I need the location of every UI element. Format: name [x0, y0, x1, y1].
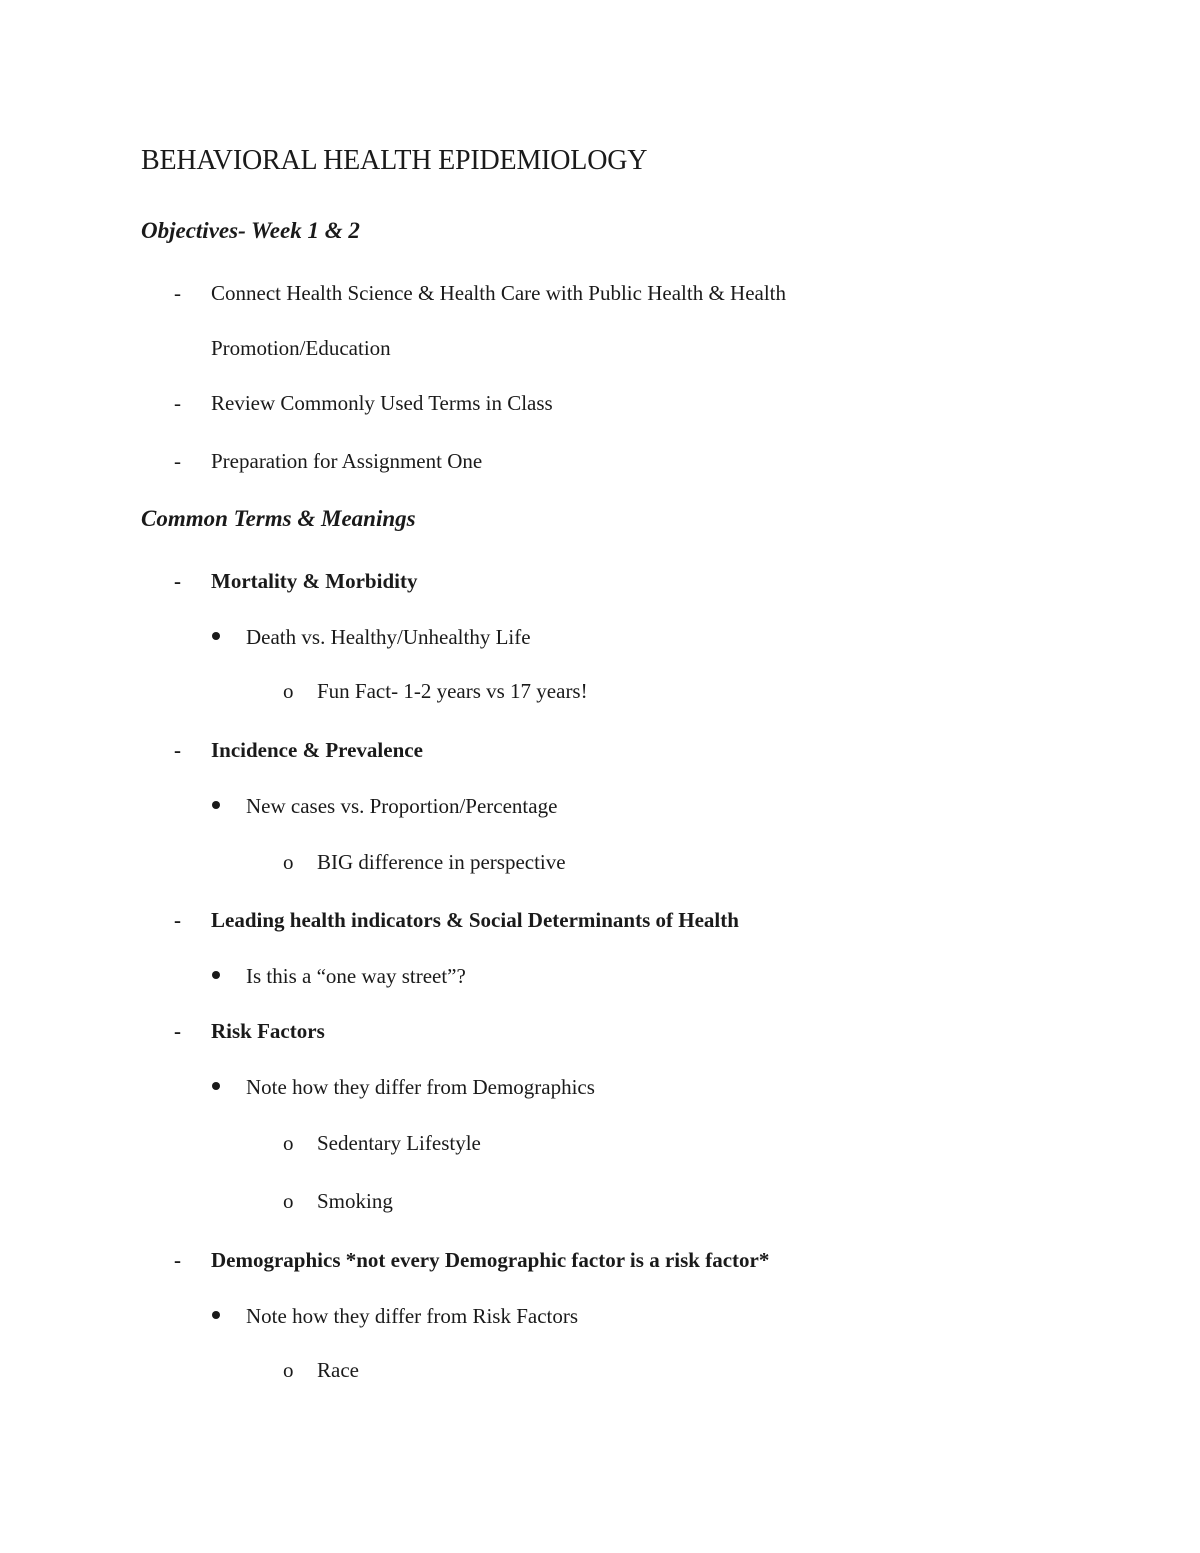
dash-marker: -: [174, 569, 181, 593]
objective-item: Connect Health Science & Health Care with Public Health & Health: [211, 281, 786, 305]
dash-marker: -: [174, 449, 181, 473]
term-subbullet: Fun Fact- 1-2 years vs 17 years!: [317, 679, 588, 703]
term-subbullet: Smoking: [317, 1189, 393, 1213]
objectives-heading: Objectives- Week 1 & 2: [141, 218, 360, 243]
term-heading: Risk Factors: [211, 1019, 325, 1043]
term-subbullet: Sedentary Lifestyle: [317, 1131, 481, 1155]
dash-marker: -: [174, 281, 181, 305]
term-heading: Mortality & Morbidity: [211, 569, 418, 593]
term-subbullet: BIG difference in perspective: [317, 850, 566, 874]
circle-bullet-icon: o: [283, 850, 294, 874]
circle-bullet-icon: o: [283, 1189, 294, 1213]
bullet-icon: [212, 1082, 220, 1090]
circle-bullet-icon: o: [283, 1358, 294, 1382]
term-bullet: Note how they differ from Demographics: [246, 1075, 595, 1099]
objective-item-continuation: Promotion/Education: [211, 336, 391, 360]
bullet-icon: [212, 971, 220, 979]
dash-marker: -: [174, 738, 181, 762]
objective-item: Preparation for Assignment One: [211, 449, 483, 473]
term-heading: Demographics *not every Demographic factor is a risk factor*: [211, 1248, 770, 1272]
document-title: BEHAVIORAL HEALTH EPIDEMIOLOGY: [141, 145, 648, 176]
bullet-icon: [212, 1311, 220, 1319]
term-bullet: Note how they differ from Risk Factors: [246, 1304, 579, 1328]
term-bullet: Is this a “one way street”?: [246, 964, 466, 988]
terms-heading: Common Terms & Meanings: [141, 506, 416, 531]
objective-item: Review Commonly Used Terms in Class: [211, 391, 553, 415]
term-heading: Incidence & Prevalence: [211, 738, 423, 762]
dash-marker: -: [174, 391, 181, 415]
dash-marker: -: [174, 1019, 181, 1043]
term-bullet: Death vs. Healthy/Unhealthy Life: [246, 625, 531, 649]
circle-bullet-icon: o: [283, 1131, 294, 1155]
term-heading: Leading health indicators & Social Determinants of Health: [211, 908, 739, 932]
term-subbullet: Race: [317, 1358, 359, 1382]
circle-bullet-icon: o: [283, 679, 294, 703]
dash-marker: -: [174, 1248, 181, 1272]
dash-marker: -: [174, 908, 181, 932]
term-bullet: New cases vs. Proportion/Percentage: [246, 794, 558, 818]
bullet-icon: [212, 632, 220, 640]
bullet-icon: [212, 801, 220, 809]
